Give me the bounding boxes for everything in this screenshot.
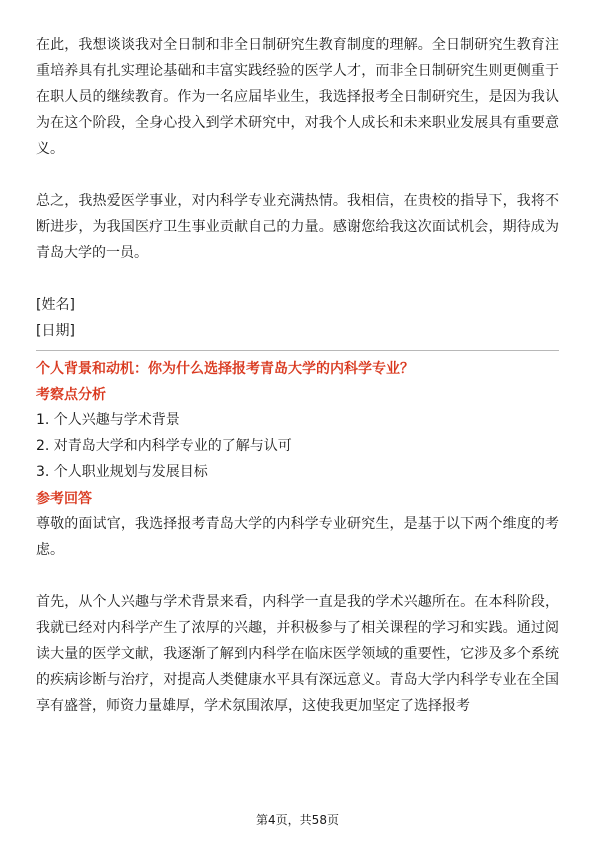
signature-date: [日期] [36, 323, 75, 339]
question-title: 个人背景和动机：你为什么选择报考青岛大学的内科学专业？ [36, 361, 414, 377]
intro-paragraph-1: 在此，我想谈谈我对全日制和非全日制研究生教育制度的理解。全日制研究生教育注重培养具有扎实理论基础和丰富实践经验的医学人才，而非全日制研究生则更侧重于在职人员的继续教育。作为一名应届毕业生，我选择报考全日制研究生，是因为我认为在这个阶段，全身心投入到学术研究中，对我个人成长和未来职业发展具有重要意义。 [36, 37, 559, 157]
analysis-points [36, 407, 559, 485]
document-page [36, 32, 559, 719]
analysis-point: 1. 个人兴趣与学术背景 [36, 412, 180, 428]
page-number: 第4页，共58页 [256, 813, 339, 827]
answer-paragraph-2: 首先，从个人兴趣与学术背景来看，内科学一直是我的学术兴趣所在。在本科阶段，我就已经对内科学产生了浓厚的兴趣，并积极参与了相关课程的学习和实践。通过阅读大量的医学文献，我逐渐了解到内科学在临床医学领域的重要性，它涉及多个系统的疾病诊断与治疗，对提高人类健康水平具有深远意义。青岛大学内科学专业在全国享有盛誉，师资力量雄厚，学术氛围浓厚，这使我更加坚定了选择报考 [36, 594, 559, 714]
intro-paragraph-2: 总之，我热爱医学事业，对内科学专业充满热情。我相信，在贵校的指导下，我将不断进步，为我国医疗卫生事业贡献自己的力量。感谢您给我这次面试机会，期待成为青岛大学的一员。 [36, 193, 559, 261]
analysis-point: 2. 对青岛大学和内科学专业的了解与认可 [36, 438, 292, 454]
analysis-heading: 考察点分析 [36, 387, 106, 403]
answer-paragraph-1: 尊敬的面试官，我选择报考青岛大学的内科学专业研究生，是基于以下两个维度的考虑。 [36, 516, 559, 558]
paragraph-gap [36, 563, 559, 589]
paragraph-gap [36, 266, 559, 292]
answer-heading: 参考回答 [36, 491, 92, 507]
analysis-point: 3. 个人职业规划与发展目标 [36, 464, 208, 480]
section-divider [36, 350, 559, 351]
signature-name: [姓名] [36, 297, 75, 313]
paragraph-gap [36, 162, 559, 188]
